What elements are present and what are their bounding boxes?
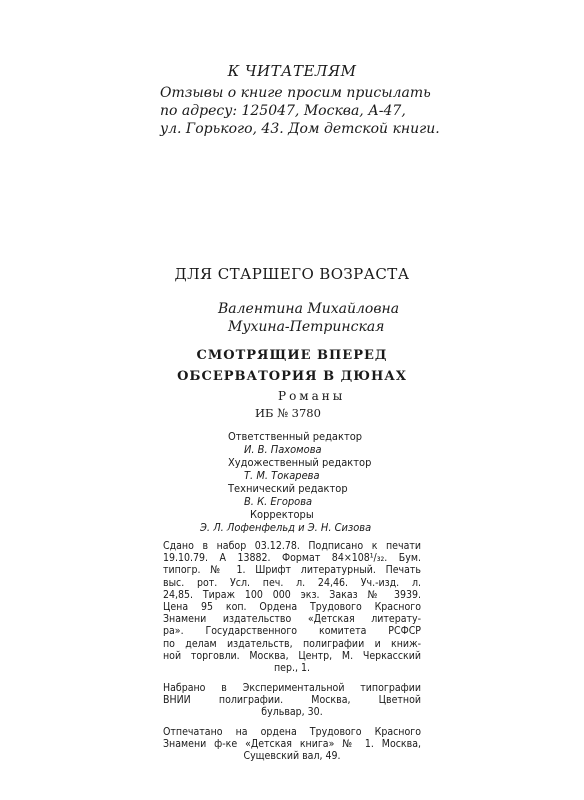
credit-proofreaders: [200, 508, 470, 534]
book-titles: [0, 345, 584, 387]
book-title: ОБСЕРВАТОРИЯ В ДЮНАХ: [177, 369, 407, 384]
author-first-line: Валентина Михайловна: [218, 301, 400, 317]
imprint-line: Сущевский вал, 49.: [243, 750, 341, 763]
readers-line: ул. Горького, 43. Дом детской книги.: [160, 121, 440, 137]
imprint-line: бульвар, 30.: [261, 706, 323, 719]
readers-line: по адресу: 125047, Москва, А-47,: [160, 103, 406, 119]
imprint-line: 19.10.79. А 13882. Формат 84×108¹/₃₂. Бум.: [163, 552, 421, 565]
credit-person: В. К. Егорова: [244, 495, 313, 508]
imprint-line: Цена 95 коп. Ордена Трудового Красного: [163, 601, 421, 614]
credit-person: И. В. Пахомова: [244, 443, 322, 456]
credit-person: Т. М. Токарева: [244, 469, 320, 482]
readers-heading: К ЧИТАТЕЛЯМ: [227, 62, 357, 80]
author-last-line: Мухина-Петринская: [228, 319, 385, 335]
imprint-line: 24,85. Тираж 100 000 экз. Заказ № 3939.: [163, 588, 421, 601]
imprint-line: Отпечатано на ордена Трудового Красного: [163, 726, 421, 738]
credit-role: Технический редактор: [228, 482, 348, 495]
imprint-line: Набрано в Экспериментальной типографии: [163, 682, 421, 694]
imprint-line: Знамени издательство «Детская литерату-: [163, 613, 421, 626]
credit-technical-editor: [228, 482, 448, 508]
book-title: СМОТРЯЩИЕ ВПЕРЕД: [196, 348, 388, 363]
imprint-printing: [163, 726, 421, 763]
ib-number: ИБ № 3780: [255, 406, 321, 420]
imprint-line: Сдано в набор 03.12.78. Подписано к печати: [163, 540, 421, 552]
age-group-label: ДЛЯ СТАРШЕГО ВОЗРАСТА: [174, 265, 410, 283]
credit-role: Корректоры: [250, 508, 314, 521]
credit-role: Художественный редактор: [228, 456, 372, 469]
genre-label: Романы: [278, 389, 346, 403]
credit-responsible-editor: [228, 430, 448, 456]
credit-role: Ответственный редактор: [228, 430, 363, 443]
credit-person: Э. Л. Лофенфельд и Э. Н. Сизова: [200, 521, 372, 534]
imprint-line: ной торговли. Москва, Центр, М. Черкасский: [163, 649, 421, 662]
imprint-line: ВНИИ полиграфии. Москва, Цветной: [163, 694, 421, 707]
imprint-line: типогр. № 1. Шрифт литературный. Печать: [163, 564, 421, 577]
imprint-publishing-details: [163, 540, 421, 674]
readers-line: Отзывы о книге просим присылать: [160, 85, 431, 101]
imprint-line: выс. рот. Усл. печ. л. 24,46. Уч.-изд. л.: [163, 576, 421, 589]
imprint-line: по делам издательств, полиграфии и книж-: [163, 637, 421, 650]
author-name: [200, 300, 400, 336]
imprint-line: пер., 1.: [274, 662, 310, 675]
readers-address-block: [160, 84, 440, 138]
imprint-line: Знамени ф-ке «Детская книга» № 1. Москва,: [163, 738, 421, 751]
credit-art-editor: [228, 456, 448, 482]
imprint-line: ра». Государственного комитета РСФСР: [163, 625, 421, 638]
imprint-typesetting: [163, 682, 421, 719]
